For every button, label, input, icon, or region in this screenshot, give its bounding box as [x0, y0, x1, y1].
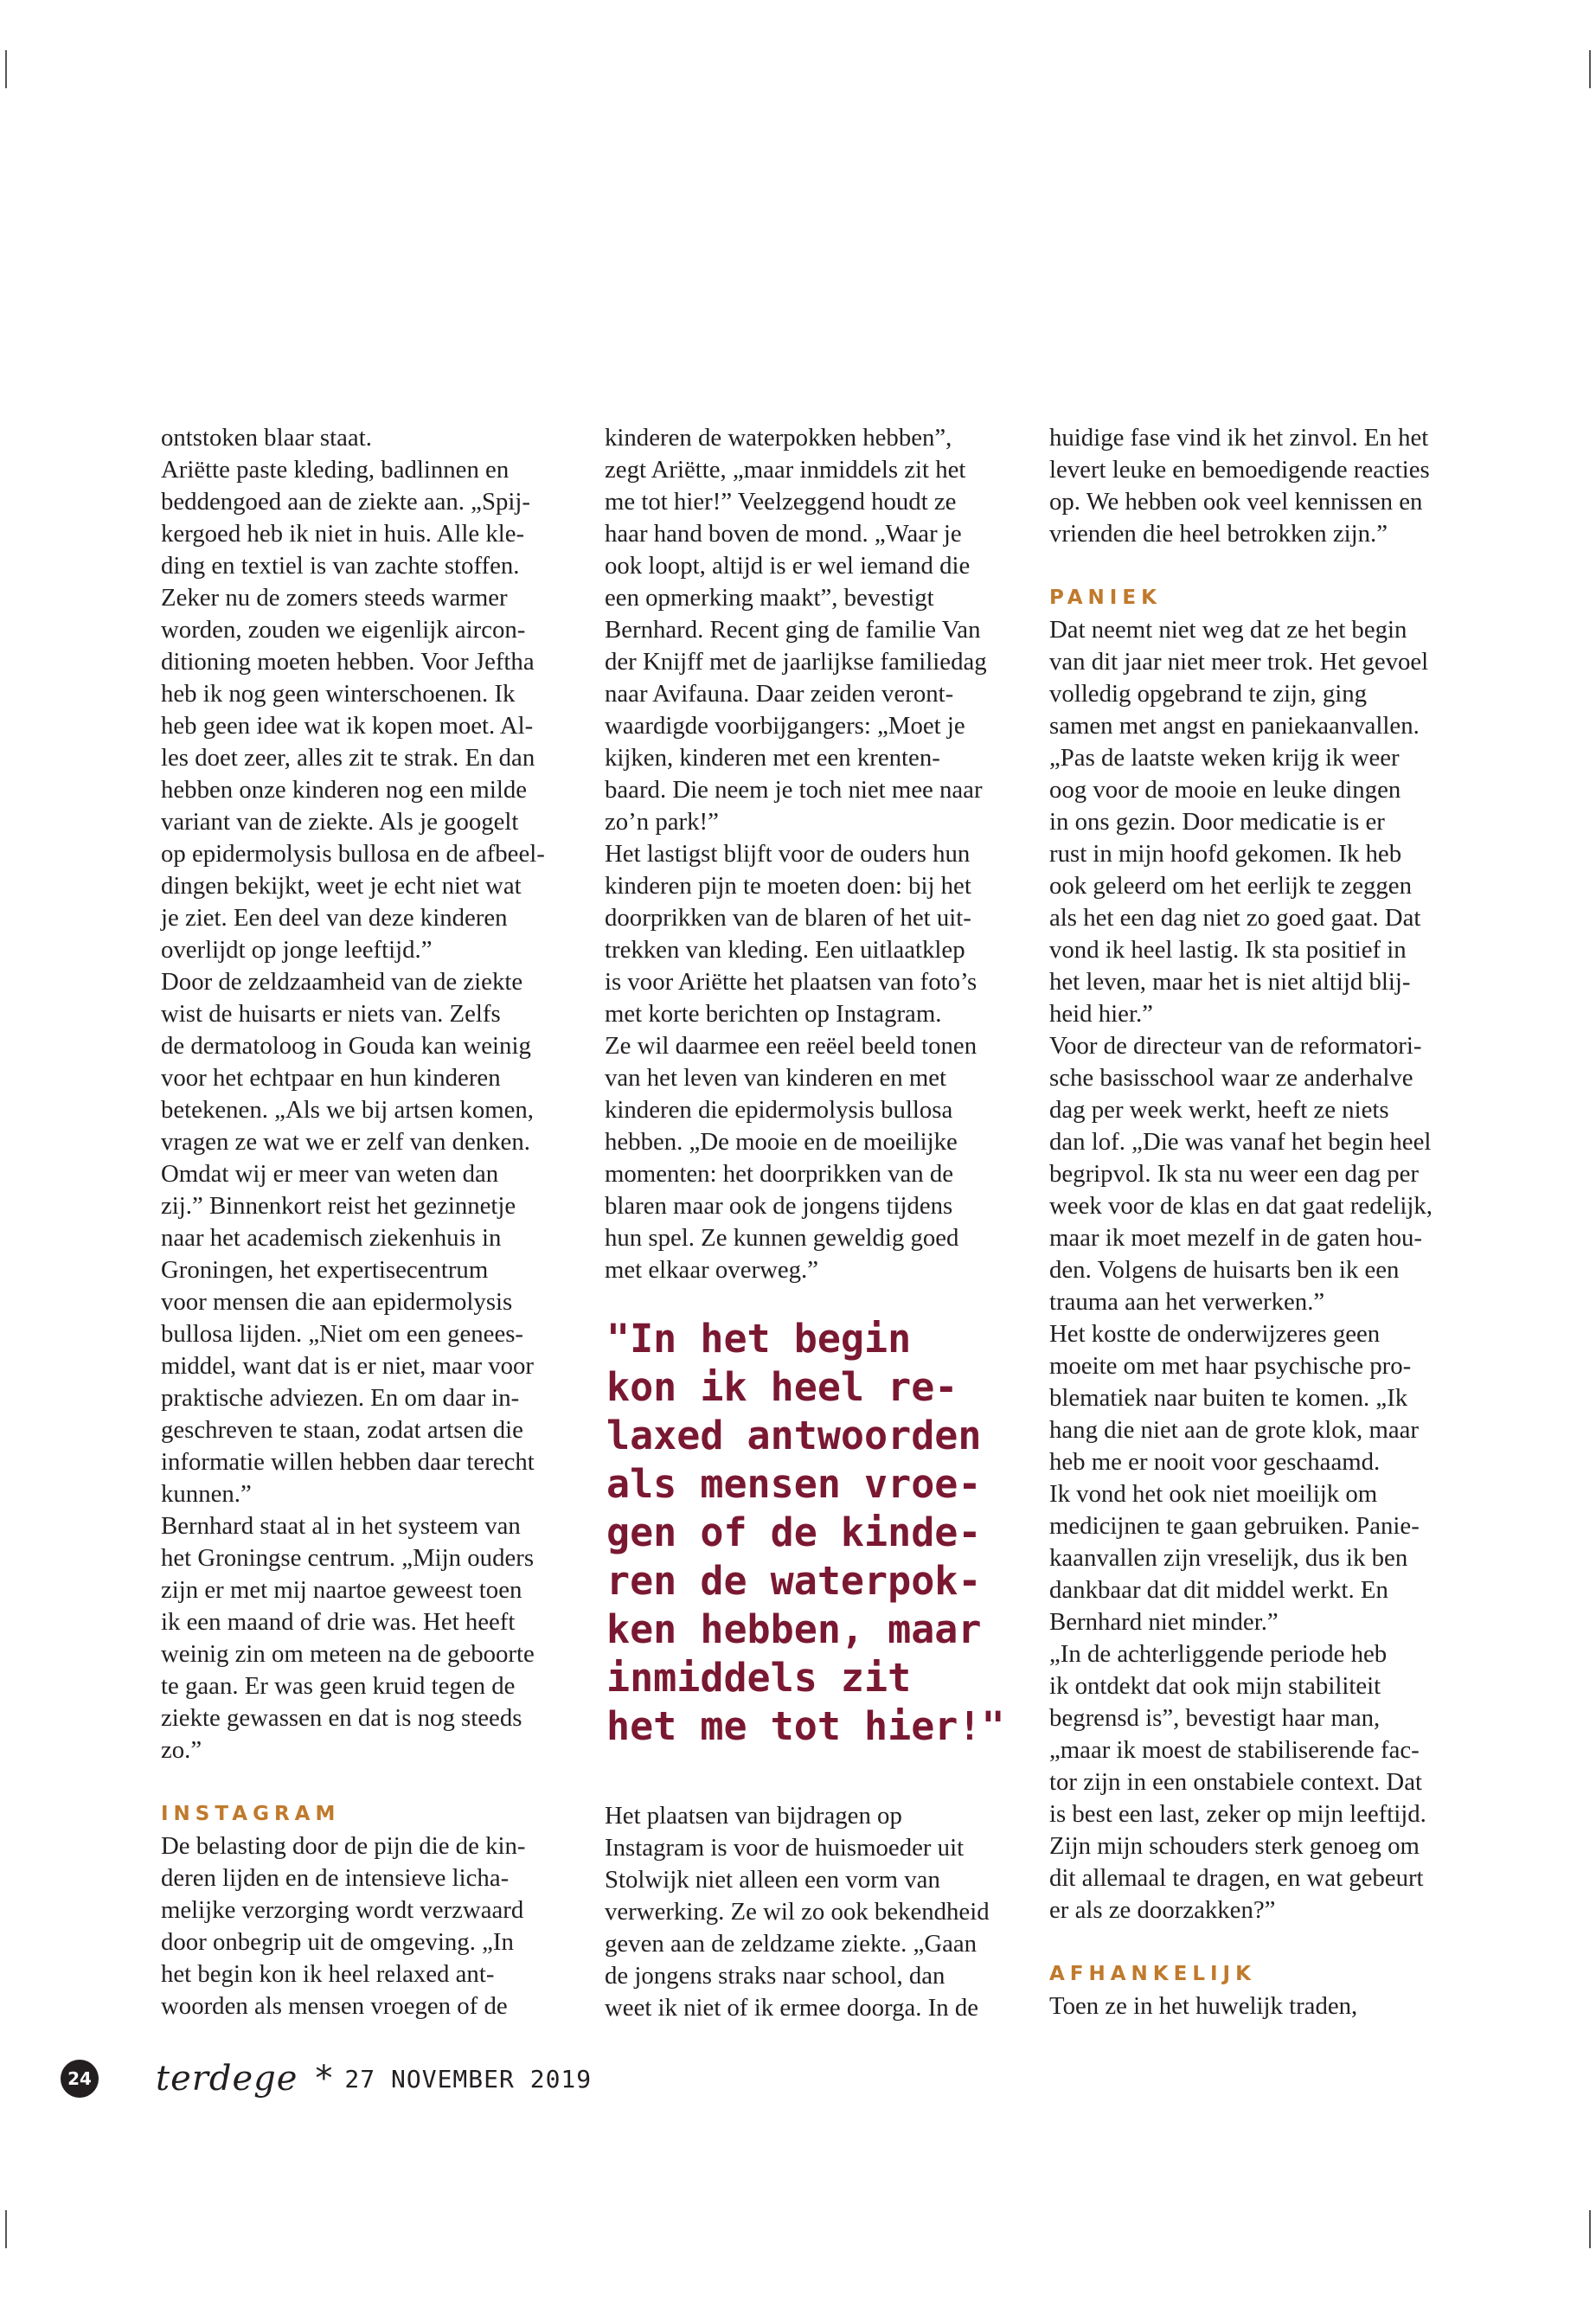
text-line: rust in mijn hoofd gekomen. Ik heb	[1049, 840, 1402, 868]
text-line: "In het begin	[606, 1316, 912, 1362]
text-line: melijke verzorging wordt verzwaard	[161, 1896, 524, 1924]
text-line: Bernhard niet minder.”	[1049, 1608, 1279, 1636]
text-line: een opmerking maakt”, bevestigt	[605, 584, 934, 612]
text-line: medicijnen te gaan gebruiken. Panie-	[1049, 1512, 1420, 1540]
text-line: wist de huisarts er niets van. Zelfs	[161, 1000, 501, 1028]
text-line: vragen ze wat we er zelf van denken.	[161, 1128, 530, 1156]
text-line: Het kostte de onderwijzeres geen	[1049, 1320, 1381, 1348]
text-line: er als ze doorzakken?”	[1049, 1896, 1276, 1924]
text-line: ken hebben, maar	[606, 1606, 982, 1652]
text-line: het leven, maar het is niet altijd blij-	[1049, 968, 1411, 996]
text-line: dit allemaal te dragen, en wat gebeurt	[1049, 1864, 1424, 1892]
text-line: „maar ik moest de stabiliserende fac-	[1049, 1736, 1420, 1764]
text-line: blematiek naar buiten te komen. „Ik	[1049, 1384, 1408, 1412]
body-paragraph	[1049, 1030, 1465, 1318]
issue-date: 27 NOVEMBER 2019	[344, 2064, 593, 2093]
page-footer	[61, 2054, 592, 2103]
text-line: dankbaar dat dit middel werkt. En	[1049, 1576, 1388, 1604]
text-line: vond ik heel lastig. Ik sta positief in	[1049, 936, 1407, 964]
text-line: begripvol. Ik sta nu weer een dag per	[1049, 1160, 1419, 1188]
body-paragraph	[605, 1800, 1011, 2024]
text-line: informatie willen hebben daar terecht	[161, 1448, 535, 1476]
text-line: kergoed heb ik niet in huis. Alle kle-	[161, 520, 525, 548]
text-line: je ziet. Een deel van deze kinderen	[161, 904, 508, 932]
text-line: zo’n park!”	[605, 808, 719, 836]
text-line: Ik vond het ook niet moeilijk om	[1049, 1480, 1378, 1508]
text-line: Zeker nu de zomers steeds warmer	[161, 584, 508, 612]
text-line: naar het academisch ziekenhuis in	[161, 1224, 502, 1252]
text-line: weinig zin om meteen na de geboorte	[161, 1640, 535, 1668]
text-line: kinderen die epidermolysis bullosa	[605, 1096, 953, 1124]
text-line: week voor de klas en dat gaat redelijk,	[1049, 1192, 1433, 1220]
text-line: heb ik nog geen winterschoenen. Ik	[161, 680, 516, 708]
text-line: praktische adviezen. En om daar in-	[161, 1384, 520, 1412]
text-line: Zijn mijn schouders sterk genoeg om	[1049, 1832, 1420, 1860]
text-line: Ariëtte paste kleding, badlinnen en	[161, 456, 510, 484]
body-paragraph	[1049, 1990, 1465, 2022]
text-line: hebben. „De mooie en de moeilijke	[605, 1128, 958, 1156]
text-line: kijken, kinderen met een krenten-	[605, 744, 940, 772]
text-line: geschreven te staan, zodat artsen die	[161, 1416, 523, 1444]
text-line: met korte berichten op Instagram.	[605, 1000, 942, 1028]
text-line: de jongens straks naar school, dan	[605, 1962, 945, 1990]
body-paragraph	[605, 422, 1011, 838]
text-line: doorprikken van de blaren of het uit-	[605, 904, 971, 932]
text-line: blaren maar ook de jongens tijdens	[605, 1192, 953, 1220]
text-line: voor mensen die aan epidermolysis	[161, 1288, 513, 1316]
text-line: „Pas de laatste weken krijg ik weer	[1049, 744, 1400, 772]
text-line: Voor de directeur van de reformatori-	[1049, 1032, 1422, 1060]
text-line: in ons gezin. Door medicatie is er	[1049, 808, 1385, 836]
crop-mark-top-right	[1589, 50, 1591, 88]
text-line: als het een dag niet zo goed gaat. Dat	[1049, 904, 1421, 932]
body-paragraph	[605, 838, 1011, 1286]
text-line: beddengoed aan de ziekte aan. „Spij-	[161, 488, 530, 516]
text-line: ontstoken blaar staat.	[161, 424, 372, 452]
pull-quote	[606, 1315, 1011, 1751]
text-line: ren de waterpok-	[606, 1558, 982, 1604]
text-line: Stolwijk niet alleen een vorm van	[605, 1866, 940, 1894]
text-line: tor zijn in een onstabiele context. Dat	[1049, 1768, 1423, 1796]
text-line: Toen ze in het huwelijk traden,	[1049, 1992, 1358, 2020]
text-line: verwerking. Ze wil zo ook bekendheid	[605, 1898, 990, 1926]
text-line: zij.” Binnenkort reist het gezinnetje	[161, 1192, 516, 1220]
text-line: kon ik heel re-	[606, 1364, 958, 1410]
text-line: kinderen pijn te moeten doen: bij het	[605, 872, 971, 900]
text-line: Bernhard. Recent ging de familie Van	[605, 616, 981, 644]
text-line: volledig opgebrand te zijn, ging	[1049, 680, 1368, 708]
text-line: hebben onze kinderen nog een milde	[161, 776, 527, 804]
text-line: bullosa lijden. „Niet om een genees-	[161, 1320, 524, 1348]
text-line: heb geen idee wat ik kopen moet. Al-	[161, 712, 534, 740]
body-paragraph	[161, 422, 559, 454]
separator-icon: *	[315, 2059, 333, 2099]
text-line: woorden als mensen vroegen of de	[161, 1992, 508, 2020]
section-heading-afhankelijk: AFHANKELIJK	[1049, 1963, 1256, 1985]
text-line: me tot hier!” Veelzeggend houdt ze	[605, 488, 957, 516]
crop-mark-bottom-left	[5, 2210, 7, 2248]
text-line: dan lof. „Die was vanaf het begin heel	[1049, 1128, 1432, 1156]
text-line: den. Volgens de huisarts ben ik een	[1049, 1256, 1400, 1284]
text-line: moeite om met haar psychische pro-	[1049, 1352, 1412, 1380]
text-line: heb me er nooit voor geschaamd.	[1049, 1448, 1381, 1476]
text-line: gen of de kinde-	[606, 1509, 982, 1555]
text-line: dag per week werkt, heeft ze niets	[1049, 1096, 1389, 1124]
text-line: Groningen, het expertisecentrum	[161, 1256, 489, 1284]
text-line: naar Avifauna. Daar zeiden veront-	[605, 680, 954, 708]
text-line: als mensen vroe-	[606, 1461, 982, 1507]
text-line: Bernhard staat al in het systeem van	[161, 1512, 521, 1540]
text-line: samen met angst en paniekaanvallen.	[1049, 712, 1420, 740]
body-paragraph	[1049, 1318, 1465, 1638]
text-line: zo.”	[161, 1736, 202, 1764]
section-heading-paniek: PANIEK	[1049, 586, 1162, 609]
section-heading-instagram: INSTAGRAM	[161, 1803, 341, 1825]
text-line: trekken van kleding. Een uitlaatklep	[605, 936, 965, 964]
text-line: Het plaatsen van bijdragen op	[605, 1802, 902, 1830]
text-line: het Groningse centrum. „Mijn ouders	[161, 1544, 535, 1572]
article-column-3	[1049, 422, 1465, 2022]
text-line: haar hand boven de mond. „Waar je	[605, 520, 962, 548]
text-line: De belasting door de pijn die de kin-	[161, 1832, 526, 1860]
text-line: overlijdt op jonge leeftijd.”	[161, 936, 433, 964]
crop-mark-bottom-right	[1589, 2210, 1591, 2248]
text-line: maar ik moet mezelf in de gaten hou-	[1049, 1224, 1422, 1252]
text-line: kinderen de waterpokken hebben”,	[605, 424, 952, 452]
text-line: Instagram is voor de huismoeder uit	[605, 1834, 965, 1862]
text-line: zijn er met mij naartoe geweest toen	[161, 1576, 522, 1604]
body-paragraph	[161, 454, 559, 966]
text-line: Het lastigst blijft voor de ouders hun	[605, 840, 971, 868]
text-line: Omdat wij er meer van weten dan	[161, 1160, 499, 1188]
text-line: door onbegrip uit de omgeving. „In	[161, 1928, 514, 1956]
text-line: variant van de ziekte. Als je googelt	[161, 808, 519, 836]
body-paragraph	[161, 1510, 559, 1766]
text-line: middel, want dat is er niet, maar voor	[161, 1352, 535, 1380]
text-line: heid hier.”	[1049, 1000, 1153, 1028]
text-line: ik een maand of drie was. Het heeft	[161, 1608, 516, 1636]
text-line: les doet zeer, alles zit te strak. En dan	[161, 744, 535, 772]
text-line: trauma aan het verwerken.”	[1049, 1288, 1325, 1316]
article-column-2	[605, 422, 1011, 2024]
text-line: dingen bekijkt, weet je echt niet wat	[161, 872, 522, 900]
magazine-logo: terdege	[156, 2059, 298, 2099]
text-line: de dermatoloog in Gouda kan weinig	[161, 1032, 531, 1060]
text-line: Dat neemt niet weg dat ze het begin	[1049, 616, 1407, 644]
text-line: met elkaar overweg.”	[605, 1256, 819, 1284]
text-line: levert leuke en bemoedigende reacties	[1049, 456, 1430, 484]
text-line: van het leven van kinderen en met	[605, 1064, 947, 1092]
text-line: ook geleerd om het eerlijk te zeggen	[1049, 872, 1412, 900]
text-line: begrensd is”, bevestigt haar man,	[1049, 1704, 1381, 1732]
text-line: betekenen. „Als we bij artsen komen,	[161, 1096, 535, 1124]
body-paragraph	[1049, 1638, 1465, 1926]
text-line: ik ontdekt dat ook mijn stabiliteit	[1049, 1672, 1381, 1700]
text-line: hun spel. Ze kunnen geweldig goed	[605, 1224, 959, 1252]
text-line: ditioning moeten hebben. Voor Jeftha	[161, 648, 535, 676]
text-line: geven aan de zeldzame ziekte. „Gaan	[605, 1930, 977, 1958]
body-paragraph	[161, 1830, 559, 2022]
text-line: ook loopt, altijd is er wel iemand die	[605, 552, 971, 580]
article-column-1	[161, 422, 559, 2022]
text-line: sche basisschool waar ze anderhalve	[1049, 1064, 1413, 1092]
text-line: weet ik niet of ik ermee doorga. In de	[605, 1994, 979, 2022]
text-line: ding en textiel is van zachte stoffen.	[161, 552, 520, 580]
text-line: Ze wil daarmee een reëel beeld tonen	[605, 1032, 977, 1060]
text-line: der Knijff met de jaarlijkse familiedag	[605, 648, 987, 676]
body-paragraph	[1049, 422, 1465, 550]
body-paragraph	[1049, 614, 1465, 1030]
crop-mark-top-left	[5, 50, 7, 88]
text-line: van dit jaar niet meer trok. Het gevoel	[1049, 648, 1429, 676]
text-line: huidige fase vind ik het zinvol. En het	[1049, 424, 1429, 452]
text-line: „In de achterliggende periode heb	[1049, 1640, 1388, 1668]
text-line: ziekte gewassen en dat is nog steeds	[161, 1704, 522, 1732]
text-line: zegt Ariëtte, „maar inmiddels zit het	[605, 456, 966, 484]
text-line: Door de zeldzaamheid van de ziekte	[161, 968, 523, 996]
text-line: waardigde voorbijgangers: „Moet je	[605, 712, 965, 740]
text-line: momenten: het doorprikken van de	[605, 1160, 954, 1188]
text-line: het me tot hier!"	[606, 1703, 1005, 1749]
text-line: hang die niet aan de grote klok, maar	[1049, 1416, 1419, 1444]
text-line: vrienden die heel betrokken zijn.”	[1049, 520, 1388, 548]
text-line: op epidermolysis bullosa en de afbeel-	[161, 840, 545, 868]
body-paragraph	[161, 966, 559, 1510]
page-number: 24	[61, 2060, 99, 2098]
text-line: kaanvallen zijn vreselijk, dus ik ben	[1049, 1544, 1408, 1572]
text-line: laxed antwoorden	[606, 1413, 982, 1458]
text-line: te gaan. Er was geen kruid tegen de	[161, 1672, 516, 1700]
text-line: deren lijden en de intensieve licha-	[161, 1864, 510, 1892]
text-line: oog voor de mooie en leuke dingen	[1049, 776, 1401, 804]
text-line: voor het echtpaar en hun kinderen	[161, 1064, 501, 1092]
text-line: het begin kon ik heel relaxed ant-	[161, 1960, 495, 1988]
text-line: inmiddels zit	[606, 1655, 912, 1701]
text-line: op. We hebben ook veel kennissen en	[1049, 488, 1423, 516]
text-line: worden, zouden we eigenlijk aircon-	[161, 616, 526, 644]
text-line: is voor Ariëtte het plaatsen van foto’s	[605, 968, 977, 996]
text-line: is best een last, zeker op mijn leeftijd.	[1049, 1800, 1426, 1828]
text-line: kunnen.”	[161, 1480, 252, 1508]
text-line: baard. Die neem je toch niet mee naar	[605, 776, 983, 804]
